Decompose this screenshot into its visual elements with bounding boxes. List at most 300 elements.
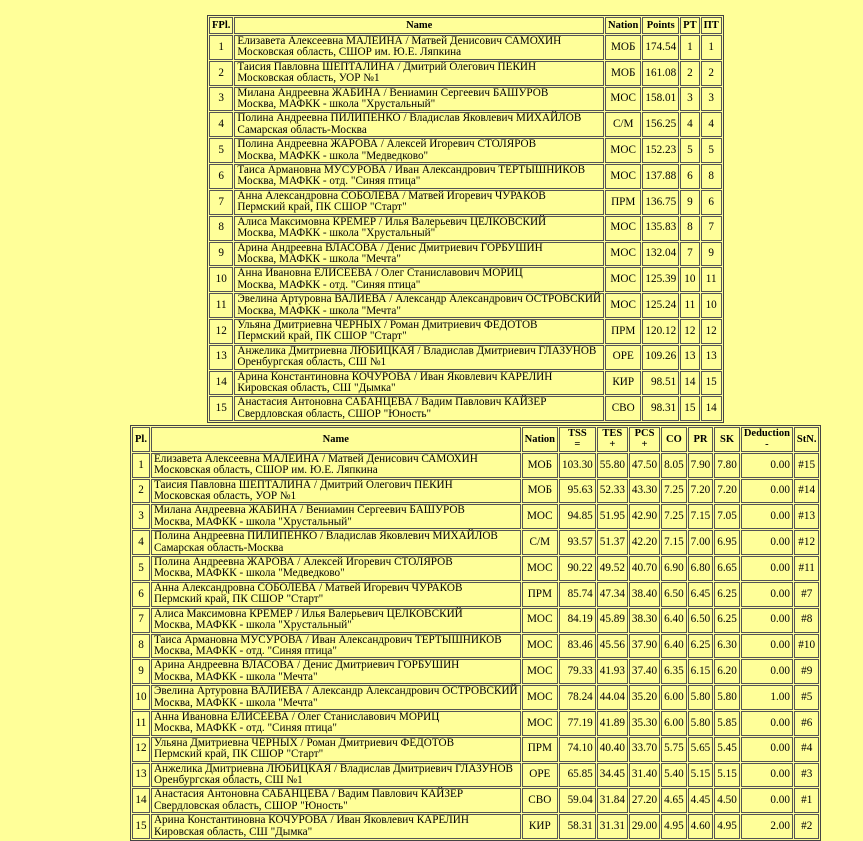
athlete-cell: [234, 87, 604, 112]
nation-cell: СВО: [605, 396, 641, 421]
table-row: [132, 763, 819, 788]
athlete-cell: [151, 685, 521, 710]
club-name: Москва, МАФКК - отд. "Синяя птица": [153, 722, 337, 735]
pcs-label: PCS: [634, 428, 655, 439]
stn-cell: #12: [794, 530, 820, 555]
nation-cell: МОС: [605, 242, 641, 267]
place-cell: 3: [209, 87, 233, 112]
stn-cell: #14: [794, 479, 820, 504]
final-header-row: [209, 17, 722, 34]
deduction-label: Deduction: [743, 428, 790, 439]
tss-cell: 58.31: [559, 814, 596, 839]
athlete-cell: [151, 814, 521, 839]
deduction-cell: 0.00: [741, 659, 793, 684]
place-cell: 2: [209, 61, 233, 86]
place-cell: 11: [209, 293, 233, 318]
co-cell: 8.05: [661, 453, 687, 478]
co-cell: 6.40: [661, 608, 687, 633]
deduction-cell: 0.00: [741, 556, 793, 581]
table-row: [209, 371, 722, 396]
stn-cell: #8: [794, 608, 820, 633]
athlete-cell: [234, 293, 604, 318]
final-table-body: [209, 35, 722, 421]
tss-cell: 94.85: [559, 504, 596, 529]
place-cell: 8: [132, 634, 150, 659]
pt-cell: 2: [680, 61, 699, 86]
club-name: Оренбургская область, СШ №1: [237, 356, 387, 369]
pair-names: Ульяна Дмитриевна ЧЕРНЫХ / Роман Дмитриевич ФЕДОТОВ: [237, 318, 538, 331]
tss-sign: =: [574, 439, 581, 451]
points-cell: 125.39: [642, 267, 679, 292]
points-cell: 125.24: [642, 293, 679, 318]
table-row: [132, 634, 819, 659]
co-cell: 6.00: [661, 685, 687, 710]
deduction-cell: 2.00: [741, 814, 793, 839]
pt-cell: 12: [680, 319, 699, 344]
sk-cell: 7.20: [714, 479, 740, 504]
pt2-cell: 9: [701, 242, 722, 267]
pair-names: Ульяна Дмитриевна ЧЕРНЫХ / Роман Дмитриевич ФЕДОТОВ: [153, 736, 455, 749]
place-cell: 9: [209, 242, 233, 267]
col-header-nation: Nation: [605, 17, 641, 34]
athlete-cell: [234, 345, 604, 370]
club-name: Самарская область-Москва: [153, 541, 284, 554]
place-cell: 12: [132, 737, 150, 762]
club-name: Московская область, СШОР им. Ю.Е. Ляпкина: [153, 464, 378, 477]
place-cell: 3: [132, 504, 150, 529]
athlete-cell: [234, 396, 604, 421]
co-cell: 4.95: [661, 814, 687, 839]
co-cell: 6.00: [661, 711, 687, 736]
athlete-cell: [234, 242, 604, 267]
table-row: [132, 737, 819, 762]
nation-cell: ОРЕ: [522, 763, 558, 788]
segment-results-table: [130, 425, 821, 841]
table-row: [132, 608, 819, 633]
pcs-sign: +: [641, 439, 648, 451]
pcs-cell: 40.70: [629, 556, 660, 581]
sk-cell: 5.85: [714, 711, 740, 736]
stn-cell: #5: [794, 685, 820, 710]
club-name: Москва, МАФКК - школа "Мечта": [153, 670, 318, 683]
pcs-cell: 31.40: [629, 763, 660, 788]
nation-cell: С/М: [605, 112, 641, 137]
table-row: [209, 345, 722, 370]
athlete-cell: [151, 608, 521, 633]
col-header-name: Name: [151, 427, 521, 452]
tes-cell: 51.37: [597, 530, 628, 555]
table-row: [132, 659, 819, 684]
deduction-cell: 0.00: [741, 530, 793, 555]
points-cell: 120.12: [642, 319, 679, 344]
pr-cell: 4.45: [688, 788, 714, 813]
pair-names: Полина Андреевна ПИЛИПЕНКО / Владислав Яковлевич МИХАЙЛОВ: [153, 530, 498, 543]
points-cell: 158.01: [642, 87, 679, 112]
co-cell: 7.25: [661, 479, 687, 504]
club-name: Москва, МАФКК - школа "Мечта": [237, 304, 401, 317]
place-cell: 13: [132, 763, 150, 788]
athlete-cell: [151, 659, 521, 684]
place-cell: 9: [132, 659, 150, 684]
athlete-cell: [234, 164, 604, 189]
place-cell: 8: [209, 216, 233, 241]
pr-cell: 5.80: [688, 685, 714, 710]
pcs-cell: 43.30: [629, 479, 660, 504]
club-name: Кировская область, СШ "Дымка": [153, 825, 313, 838]
stn-cell: #6: [794, 711, 820, 736]
sk-cell: 6.95: [714, 530, 740, 555]
points-cell: 98.31: [642, 396, 679, 421]
nation-cell: ПРМ: [605, 319, 641, 344]
pt-cell: 11: [680, 293, 699, 318]
club-name: Московская область, СШОР им. Ю.Е. Ляпкина: [237, 46, 462, 59]
nation-cell: МОБ: [605, 61, 641, 86]
athlete-cell: [234, 190, 604, 215]
place-cell: 12: [209, 319, 233, 344]
place-cell: 15: [132, 814, 150, 839]
pt-cell: 6: [680, 164, 699, 189]
club-name: Кировская область, СШ "Дымка": [237, 381, 396, 394]
stn-cell: #7: [794, 582, 820, 607]
pt-cell: 1: [680, 35, 699, 60]
deduction-cell: 0.00: [741, 582, 793, 607]
club-name: Москва, МАФКК - школа "Хрустальный": [153, 619, 352, 632]
col-header-co: CO: [661, 427, 687, 452]
nation-cell: КИР: [605, 371, 641, 396]
tss-cell: 93.57: [559, 530, 596, 555]
tss-cell: 90.22: [559, 556, 596, 581]
athlete-cell: [151, 556, 521, 581]
col-header-tes: [597, 427, 628, 452]
points-cell: 109.26: [642, 345, 679, 370]
place-cell: 2: [132, 479, 150, 504]
table-row: [209, 216, 722, 241]
table-row: [209, 396, 722, 421]
deduction-cell: 0.00: [741, 788, 793, 813]
athlete-cell: [234, 319, 604, 344]
pcs-cell: 37.40: [629, 659, 660, 684]
table-row: [209, 293, 722, 318]
nation-cell: МОС: [605, 87, 641, 112]
pair-names: Полина Андреевна ЖАРОВА / Алексей Игоревич СТОЛЯРОВ: [237, 138, 537, 151]
tss-cell: 74.10: [559, 737, 596, 762]
nation-cell: КИР: [522, 814, 558, 839]
pair-names: Арина Константиновна КОЧУРОВА / Иван Яковлевич КАРЕЛИН: [153, 814, 469, 827]
pr-cell: 6.15: [688, 659, 714, 684]
tes-cell: 40.40: [597, 737, 628, 762]
points-cell: 161.08: [642, 61, 679, 86]
pcs-cell: 47.50: [629, 453, 660, 478]
place-cell: 5: [209, 138, 233, 163]
tes-cell: 44.04: [597, 685, 628, 710]
pcs-cell: 27.20: [629, 788, 660, 813]
nation-cell: МОС: [522, 608, 558, 633]
pt2-cell: 10: [701, 293, 722, 318]
pr-cell: 7.20: [688, 479, 714, 504]
tss-cell: 83.46: [559, 634, 596, 659]
nation-cell: СВО: [522, 788, 558, 813]
pr-cell: 7.15: [688, 504, 714, 529]
deduction-cell: 0.00: [741, 453, 793, 478]
pr-cell: 6.50: [688, 608, 714, 633]
athlete-cell: [234, 216, 604, 241]
pr-cell: 6.45: [688, 582, 714, 607]
pair-names: Арина Андреевна ВЛАСОВА / Денис Дмитриевич ГОРБУШИН: [153, 659, 460, 672]
tes-cell: 31.84: [597, 788, 628, 813]
pt-cell: 7: [680, 242, 699, 267]
place-cell: 1: [209, 35, 233, 60]
points-cell: 137.88: [642, 164, 679, 189]
pair-names: Анастасия Антоновна САБАНЦЕВА / Вадим Павлович КАЙЗЕР: [237, 396, 547, 409]
place-cell: 4: [209, 112, 233, 137]
sk-cell: 6.30: [714, 634, 740, 659]
pr-cell: 7.90: [688, 453, 714, 478]
sk-cell: 6.20: [714, 659, 740, 684]
table-row: [132, 556, 819, 581]
pair-names: Анна Ивановна ЕЛИСЕЕВА / Олег Станиславович МОРИЦ: [237, 267, 523, 280]
tes-cell: 31.31: [597, 814, 628, 839]
nation-cell: ПРМ: [522, 737, 558, 762]
club-name: Пермский край, ПК СШОР "Старт": [237, 201, 407, 214]
club-name: Пермский край, ПК СШОР "Старт": [237, 330, 407, 343]
nation-cell: МОС: [605, 216, 641, 241]
athlete-cell: [151, 453, 521, 478]
pt-cell: 15: [680, 396, 699, 421]
pair-names: Таиса Армановна МУСУРОВА / Иван Александрович ТЕРТЫШНИКОВ: [237, 164, 586, 177]
club-name: Москва, МАФКК - школа "Медведково": [237, 149, 429, 162]
col-header-tss: [559, 427, 596, 452]
pt-cell: 10: [680, 267, 699, 292]
athlete-cell: [234, 138, 604, 163]
club-name: Москва, МАФКК - школа "Хрустальный": [237, 227, 436, 240]
pt2-cell: 13: [701, 345, 722, 370]
sk-cell: 5.15: [714, 763, 740, 788]
tss-cell: 79.33: [559, 659, 596, 684]
sk-cell: 4.95: [714, 814, 740, 839]
final-standings-table: [207, 15, 724, 423]
col-header-fpl: FPl.: [209, 17, 233, 34]
nation-cell: МОС: [605, 267, 641, 292]
tss-cell: 77.19: [559, 711, 596, 736]
place-cell: 4: [132, 530, 150, 555]
col-header-pt: PT: [680, 17, 699, 34]
pair-names: Алиса Максимовна КРЕМЕР / Илья Валерьевич ЦЕЛКОВСКИЙ: [153, 607, 463, 620]
sk-cell: 6.25: [714, 582, 740, 607]
pr-cell: 5.15: [688, 763, 714, 788]
place-cell: 5: [132, 556, 150, 581]
col-header-deduction: [741, 427, 793, 452]
club-name: Свердловская область, СШОР "Юность": [237, 407, 432, 420]
pair-names: Елизавета Алексеевна МАЛЕИНА / Матвей Денисович САМОХИН: [237, 35, 562, 47]
points-cell: 135.83: [642, 216, 679, 241]
table-row: [132, 711, 819, 736]
nation-cell: ПРМ: [522, 582, 558, 607]
col-header-name: Name: [234, 17, 604, 34]
points-cell: 132.04: [642, 242, 679, 267]
tss-cell: 84.19: [559, 608, 596, 633]
table-row: [209, 35, 722, 60]
pair-names: Анна Александровна СОБОЛЕВА / Матвей Игоревич ЧУРАКОВ: [237, 189, 546, 202]
stn-cell: #4: [794, 737, 820, 762]
col-header-pl: Pl.: [132, 427, 150, 452]
pair-names: Анастасия Антоновна САБАНЦЕВА / Вадим Павлович КАЙЗЕР: [153, 788, 464, 801]
points-cell: 152.23: [642, 138, 679, 163]
co-cell: 5.75: [661, 737, 687, 762]
table-row: [209, 61, 722, 86]
table-row: [209, 138, 722, 163]
co-cell: 6.50: [661, 582, 687, 607]
sk-cell: 7.80: [714, 453, 740, 478]
co-cell: 6.90: [661, 556, 687, 581]
athlete-cell: [234, 35, 604, 60]
deduction-cell: 0.00: [741, 634, 793, 659]
club-name: Москва, МАФКК - школа "Хрустальный": [237, 98, 436, 111]
table-row: [132, 685, 819, 710]
club-name: Москва, МАФКК - школа "Медведково": [153, 567, 345, 580]
tes-cell: 49.52: [597, 556, 628, 581]
pt-cell: 4: [680, 112, 699, 137]
tss-cell: 103.30: [559, 453, 596, 478]
table-row: [209, 87, 722, 112]
pt-cell: 3: [680, 87, 699, 112]
deduction-cell: 0.00: [741, 711, 793, 736]
club-name: Московская область, УОР №1: [153, 490, 297, 503]
athlete-cell: [151, 530, 521, 555]
deduction-cell: 0.00: [741, 608, 793, 633]
stn-cell: #10: [794, 634, 820, 659]
pt2-cell: 14: [701, 396, 722, 421]
stn-cell: #13: [794, 504, 820, 529]
stn-cell: #1: [794, 788, 820, 813]
pair-names: Полина Андреевна ЖАРОВА / Алексей Игоревич СТОЛЯРОВ: [153, 556, 453, 569]
deduction-cell: 0.00: [741, 479, 793, 504]
nation-cell: МОС: [522, 659, 558, 684]
table-row: [209, 164, 722, 189]
pt2-cell: 2: [701, 61, 722, 86]
club-name: Москва, МАФКК - школа "Мечта": [237, 252, 401, 265]
place-cell: 14: [132, 788, 150, 813]
pr-cell: 7.00: [688, 530, 714, 555]
nation-cell: МОБ: [522, 479, 558, 504]
athlete-cell: [151, 763, 521, 788]
pair-names: Анна Александровна СОБОЛЕВА / Матвей Игоревич ЧУРАКОВ: [153, 581, 463, 594]
nation-cell: С/М: [522, 530, 558, 555]
club-name: Московская область, УОР №1: [237, 72, 380, 85]
pr-cell: 5.65: [688, 737, 714, 762]
athlete-cell: [151, 634, 521, 659]
points-cell: 174.54: [642, 35, 679, 60]
pair-names: Милана Андреевна ЖАБИНА / Вениамин Сергеевич БАШУРОВ: [237, 86, 549, 99]
club-name: Москва, МАФКК - школа "Мечта": [153, 696, 318, 709]
club-name: Пермский край, ПК СШОР "Старт": [153, 748, 324, 761]
stn-cell: #9: [794, 659, 820, 684]
pair-names: Анжелика Дмитриевна ЛЮБИЦКАЯ / Владислав Дмитриевич ГЛАЗУНОВ: [237, 344, 597, 357]
pt2-cell: 4: [701, 112, 722, 137]
pt2-cell: 11: [701, 267, 722, 292]
club-name: Самарская область-Москва: [237, 123, 367, 136]
table-row: [132, 582, 819, 607]
pt2-cell: 15: [701, 371, 722, 396]
sk-cell: 6.25: [714, 608, 740, 633]
sk-cell: 5.45: [714, 737, 740, 762]
pcs-cell: 35.30: [629, 711, 660, 736]
place-cell: 7: [209, 190, 233, 215]
tes-cell: 55.80: [597, 453, 628, 478]
stn-cell: #2: [794, 814, 820, 839]
pt2-cell: 7: [701, 216, 722, 241]
athlete-cell: [151, 788, 521, 813]
athlete-cell: [234, 61, 604, 86]
co-cell: 6.35: [661, 659, 687, 684]
col-header-sk: SK: [714, 427, 740, 452]
place-cell: 6: [132, 582, 150, 607]
pair-names: Милана Андреевна ЖАБИНА / Вениамин Сергеевич БАШУРОВ: [153, 504, 465, 517]
segment-header-row: [132, 427, 819, 452]
col-header-pr: PR: [688, 427, 714, 452]
stn-cell: #11: [794, 556, 820, 581]
pt-cell: 13: [680, 345, 699, 370]
pair-names: Таисия Павловна ШЕПТАЛИНА / Дмитрий Олегович ПЕКИН: [153, 478, 453, 491]
pt-cell: 8: [680, 216, 699, 241]
tss-cell: 95.63: [559, 479, 596, 504]
pr-cell: 5.80: [688, 711, 714, 736]
table-row: [132, 479, 819, 504]
pcs-cell: 42.20: [629, 530, 660, 555]
athlete-cell: [234, 267, 604, 292]
stn-cell: #15: [794, 453, 820, 478]
place-cell: 14: [209, 371, 233, 396]
nation-cell: МОБ: [522, 453, 558, 478]
table-row: [209, 190, 722, 215]
tes-cell: 34.45: [597, 763, 628, 788]
pr-cell: 4.60: [688, 814, 714, 839]
co-cell: 7.15: [661, 530, 687, 555]
tss-label: TSS: [568, 428, 587, 439]
tss-cell: 65.85: [559, 763, 596, 788]
club-name: Москва, МАФКК - отд. "Синяя птица": [237, 278, 421, 291]
col-header-nation: Nation: [522, 427, 558, 452]
deduction-cell: 0.00: [741, 763, 793, 788]
pt2-cell: 1: [701, 35, 722, 60]
nation-cell: МОС: [522, 685, 558, 710]
athlete-cell: [234, 371, 604, 396]
col-header-pt2: ПТ: [701, 17, 722, 34]
pt-cell: 14: [680, 371, 699, 396]
deduction-cell: 1.00: [741, 685, 793, 710]
col-header-points: Points: [642, 17, 679, 34]
nation-cell: МОБ: [605, 35, 641, 60]
segment-table-body: [132, 453, 819, 839]
table-row: [209, 112, 722, 137]
athlete-cell: [151, 582, 521, 607]
table-row: [132, 814, 819, 839]
nation-cell: МОС: [522, 634, 558, 659]
pair-names: Эвелина Артуровна ВАЛИЕВА / Александр Александрович ОСТРОВСКИЙ: [153, 685, 518, 698]
pair-names: Арина Константиновна КОЧУРОВА / Иван Яковлевич КАРЕЛИН: [237, 370, 553, 383]
tes-sign: +: [609, 439, 616, 451]
table-row: [209, 319, 722, 344]
pair-names: Алиса Максимовна КРЕМЕР / Илья Валерьевич ЦЕЛКОВСКИЙ: [237, 215, 547, 228]
pair-names: Елизавета Алексеевна МАЛЕИНА / Матвей Денисович САМОХИН: [153, 452, 478, 465]
club-name: Оренбургская область, СШ №1: [153, 773, 303, 786]
stn-cell: #3: [794, 763, 820, 788]
pair-names: Полина Андреевна ПИЛИПЕНКО / Владислав Яковлевич МИХАЙЛОВ: [237, 112, 582, 125]
table-row: [132, 504, 819, 529]
table-row: [132, 453, 819, 478]
pt2-cell: 12: [701, 319, 722, 344]
tes-cell: 41.93: [597, 659, 628, 684]
pair-names: Таиса Армановна МУСУРОВА / Иван Александрович ТЕРТЫШНИКОВ: [153, 633, 502, 646]
